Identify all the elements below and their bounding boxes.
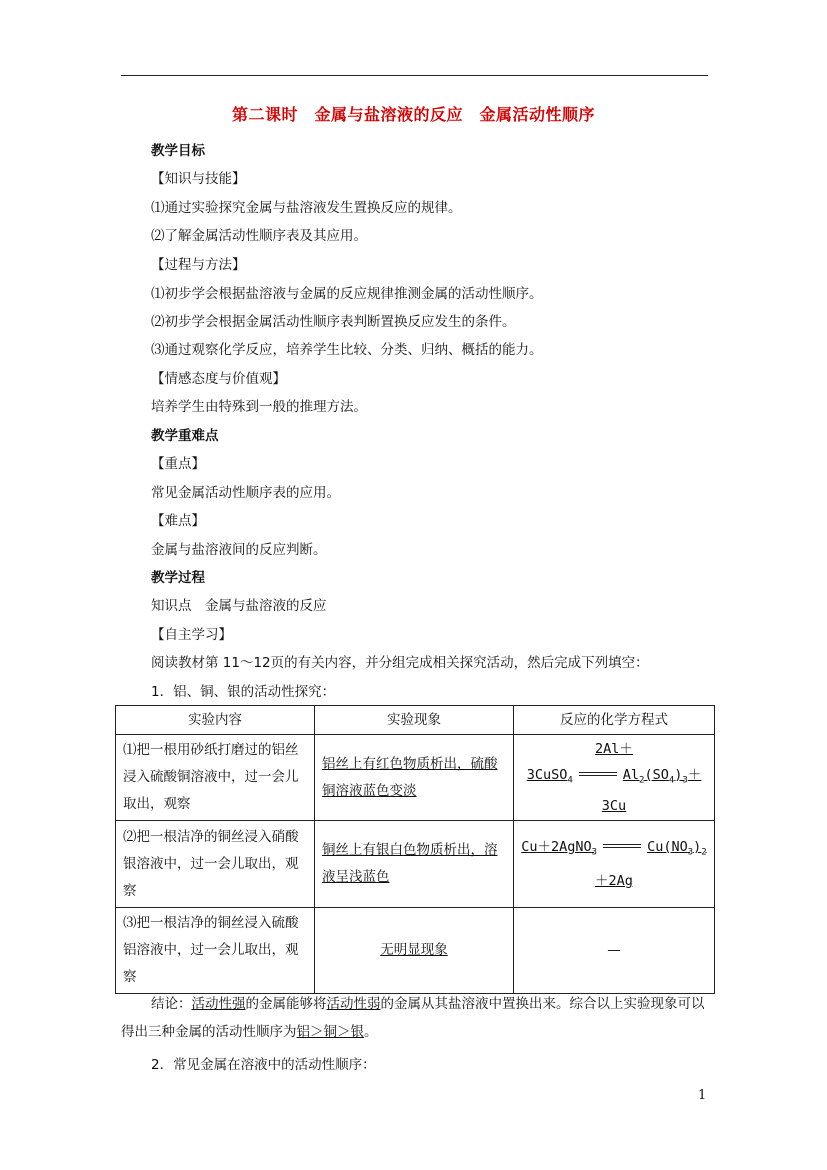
reading-instruction: 阅读教材第 11～12页的有关内容，并分组完成相关探究活动，然后完成下列填空： <box>151 655 649 671</box>
conclusion-blank-1: 活动性强 <box>191 996 246 1012</box>
item-1-title: 1．铝、铜、银的活动性探究： <box>151 684 336 700</box>
header-equation: 反应的化学方程式 <box>514 706 715 735</box>
table-row <box>116 821 715 908</box>
row3-phenomenon <box>315 908 514 994</box>
key-heading: 【重点】 <box>151 456 205 472</box>
process-item-1: ⑴初步学会根据盐溶液与金属的反应规律推测金属的活动性顺序。 <box>151 286 543 302</box>
row3-equation: — <box>514 908 715 994</box>
topic-line: 知识点 金属与盐溶液的反应 <box>151 598 327 614</box>
attitude-heading: 【情感态度与价值观】 <box>151 371 286 387</box>
knowledge-heading: 【知识与技能】 <box>151 171 246 187</box>
row1-eq-bottom: 3Cu <box>601 798 627 815</box>
page-title: 第二课时 金属与盐溶液的反应 金属活动性顺序 <box>231 105 595 124</box>
equals-sign <box>603 844 641 850</box>
knowledge-item-1: ⑴通过实验探究金属与盐溶液发生置换反应的规律。 <box>151 200 462 216</box>
equals-sign <box>579 772 617 778</box>
conclusion-blank-3: 铝＞铜＞银 <box>296 1024 364 1040</box>
process-heading: 【过程与方法】 <box>151 257 246 273</box>
conclusion-end: 。 <box>364 1024 378 1040</box>
conclusion-blank-2: 活动性弱 <box>326 996 381 1012</box>
difficult-heading: 【难点】 <box>151 513 205 529</box>
table-row <box>116 908 715 994</box>
row1-eq-middle <box>521 762 707 794</box>
row1-phenomenon <box>315 735 514 821</box>
difficult-text: 金属与盐溶液间的反应判断。 <box>151 542 327 558</box>
table-row <box>116 735 715 821</box>
row1-eq-right: $Al_2(SO_4)_3+$ <box>622 766 702 786</box>
process-item-3: ⑶通过观察化学反应，培养学生比较、分类、归纳、概括的能力。 <box>151 342 543 358</box>
conclusion-paragraph <box>121 990 711 1046</box>
row2-phenomenon-text: 铜丝上有银白色物质析出，溶液呈浅蓝色 <box>322 842 498 885</box>
row2-eq-left: Cu＋2AgNO$_3$ <box>521 839 598 858</box>
header-phenomenon: 实验现象 <box>315 706 514 735</box>
conclusion-mid-1: 的金属能够将 <box>245 996 327 1012</box>
process-item-2: ⑵初步学会根据金属活动性顺序表判断置换反应发生的条件。 <box>151 314 516 330</box>
row2-eq-line <box>521 833 707 867</box>
teaching-process-heading: 教学过程 <box>151 570 205 586</box>
self-study-heading: 【自主学习】 <box>151 627 232 643</box>
row3-phenomenon-text: 无明显现象 <box>380 942 448 958</box>
row2-eq-bottom: ＋2Ag <box>595 872 633 889</box>
row1-content: ⑴把一根用砂纸打磨过的铝丝浸入硫酸铜溶液中，过一会儿取出，观察 <box>116 735 315 821</box>
knowledge-item-2: ⑵了解金属活动性顺序表及其应用。 <box>151 228 367 244</box>
row2-eq-right: $Cu(NO_3)_2$ <box>647 839 707 858</box>
table-header-row <box>116 706 715 735</box>
item-2-title: 2．常见金属在溶液中的活动性顺序： <box>151 1057 376 1073</box>
objectives-heading: 教学目标 <box>151 143 205 159</box>
header-content: 实验内容 <box>116 706 315 735</box>
row1-phenomenon-text: 铝丝上有红色物质析出，硫酸铜溶液蓝色变淡 <box>322 755 498 799</box>
row1-eq-top: 2Al＋ <box>595 740 633 757</box>
conclusion-mid-2: 的金属从其盐溶液中置换出来。综合以上实验现象可以得出三种金属的活动性顺序为 <box>121 996 705 1040</box>
key-points-heading: 教学重难点 <box>151 428 219 444</box>
header-rule <box>121 75 708 76</box>
row2-equation <box>514 821 715 908</box>
page-number: 1 <box>698 1088 707 1103</box>
conclusion-lead: 结论： <box>151 996 192 1012</box>
row1-equation <box>514 735 715 821</box>
experiment-table <box>115 705 715 994</box>
attitude-item-1: 培养学生由特殊到一般的推理方法。 <box>151 399 367 415</box>
row2-phenomenon <box>315 821 514 908</box>
key-text: 常见金属活动性顺序表的应用。 <box>151 485 340 501</box>
row1-eq-left: 3CuSO$_4$ <box>526 766 573 786</box>
row3-content: ⑶把一根洁净的铜丝浸入硫酸铝溶液中，过一会儿取出，观察 <box>116 908 315 994</box>
row2-content: ⑵把一根洁净的铜丝浸入硝酸银溶液中，过一会儿取出，观察 <box>116 821 315 908</box>
